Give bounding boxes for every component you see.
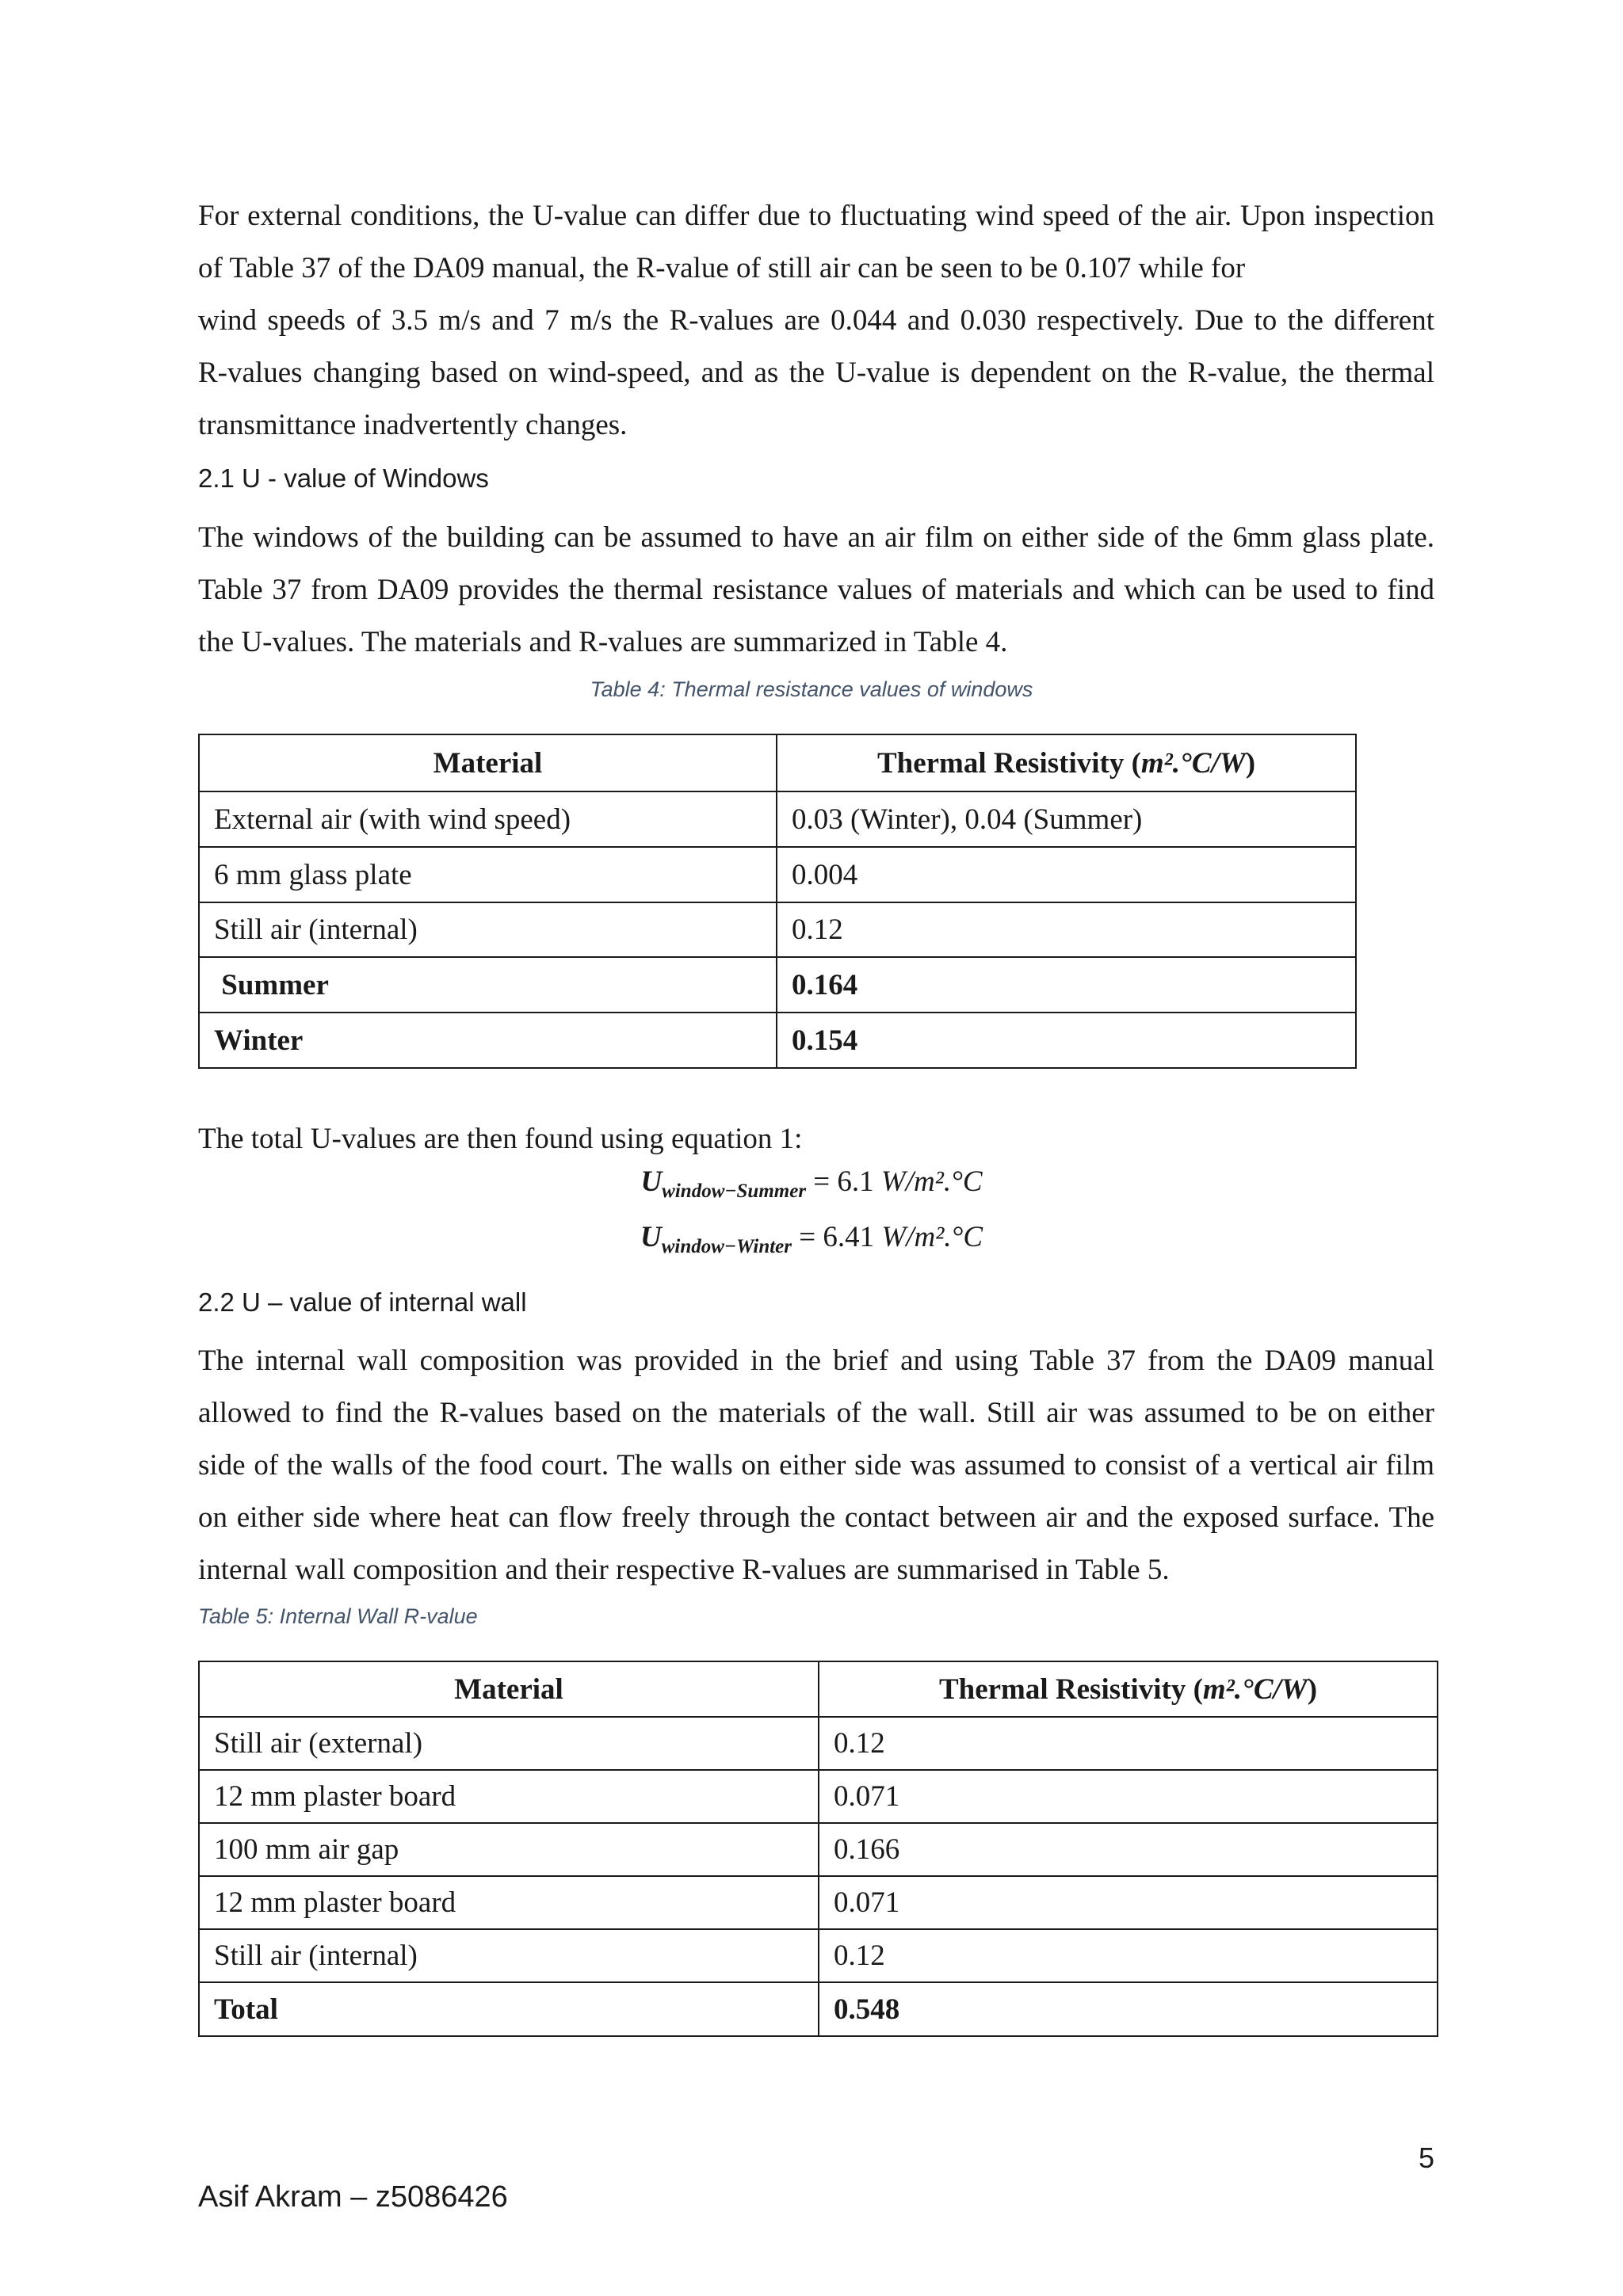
cell-material: 100 mm air gap [199, 1823, 819, 1876]
intro-paragraph [198, 190, 1434, 452]
page-number: 5 [1418, 2142, 1434, 2174]
table-row [199, 1770, 1438, 1823]
table-header-row [199, 1661, 1438, 1717]
table-row [199, 902, 1356, 957]
equation-window-winter: $U_{window-Winter} = 6.41$ W/m².°C [640, 1221, 983, 1257]
table-5-caption: Table 5: Internal Wall R-value [198, 1604, 478, 1628]
windows-paragraph [198, 512, 1434, 669]
table-header-row [199, 734, 1356, 791]
cell-material: Still air (internal) [199, 1929, 819, 1982]
cell-value: 0.12 [777, 902, 1356, 957]
internal-wall-paragraph [198, 1335, 1434, 1596]
text-line: The windows of the building can be assumed to have an air film on either side of the 6mm glass plate. [198, 521, 1434, 554]
section-heading-windows: 2.1 U - value of Windows [198, 463, 489, 493]
cell-material: External air (with wind speed) [199, 791, 777, 847]
cell-material: 12 mm plaster board [199, 1876, 819, 1929]
cell-value: 0.154 [777, 1013, 1356, 1068]
cell-value: 0.071 [819, 1770, 1438, 1823]
text-line: internal wall composition and their respective R-values are summarised in Table 5. [198, 1554, 1170, 1586]
cell-material: Total [199, 1982, 819, 2036]
cell-material: 12 mm plaster board [199, 1770, 819, 1823]
text-line: of Table 37 of the DA09 manual, the R-value of still air can be seen to be 0.107 while for [198, 252, 1246, 284]
cell-value: 0.12 [819, 1929, 1438, 1982]
cell-value: 0.166 [819, 1823, 1438, 1876]
cell-value: 0.548 [819, 1982, 1438, 2036]
header-thermal-resistivity: Thermal Resistivity (m².°C/W) [777, 734, 1356, 791]
header-material: Material [199, 1661, 819, 1717]
equation-intro-text: The total U-values are then found using equation 1: [198, 1123, 803, 1155]
table-row [199, 1876, 1438, 1929]
table-row [199, 1013, 1356, 1068]
table-row [199, 1823, 1438, 1876]
cell-value: 0.004 [777, 847, 1356, 902]
header-thermal-resistivity: Thermal Resistivity (m².°C/W) [819, 1661, 1438, 1717]
text-line: Table 37 from DA09 provides the thermal resistance values of materials and which can be used to find [198, 574, 1434, 606]
cell-value: 0.12 [819, 1717, 1438, 1770]
text-line: the U-values. The materials and R-values are summarized in Table 4. [198, 626, 1008, 658]
cell-material: Still air (internal) [199, 902, 777, 957]
section-heading-internal-wall: 2.2 U – value of internal wall [198, 1287, 527, 1317]
text-line: transmittance inadvertently changes. [198, 409, 628, 441]
table-5-internal-wall [198, 1661, 1438, 2037]
cell-material: 6 mm glass plate [199, 847, 777, 902]
text-line: wind speeds of 3.5 m/s and 7 m/s the R-values are 0.044 and 0.030 respectively. Due to the different [198, 304, 1434, 337]
table-row [199, 791, 1356, 847]
text-line: side of the walls of the food court. The walls on either side was assumed to consist of a vertical air film [198, 1449, 1434, 1482]
cell-value: 0.03 (Winter), 0.04 (Summer) [777, 791, 1356, 847]
table-row [199, 1717, 1438, 1770]
header-material: Material [199, 734, 777, 791]
table-row [199, 1929, 1438, 1982]
text-line: For external conditions, the U-value can differ due to fluctuating wind speed of the air. Upon inspection [198, 200, 1434, 232]
table-row [199, 1982, 1438, 2036]
equation-window-summer: $U_{window-Summer} = 6.1$ W/m².°C [640, 1165, 983, 1202]
footer-author: Asif Akram – z5086426 [198, 2180, 508, 2214]
table-row [199, 847, 1356, 902]
text-line: allowed to find the R-values based on the materials of the wall. Still air was assumed to be on either [198, 1397, 1434, 1429]
table-row [199, 957, 1356, 1013]
cell-value: 0.164 [777, 957, 1356, 1013]
table-4-caption: Table 4: Thermal resistance values of windows [590, 677, 1033, 701]
text-line: R-values changing based on wind-speed, and as the U-value is dependent on the R-value, the thermal [198, 357, 1434, 389]
text-line: on either side where heat can flow freely through the contact between air and the exposed surface. The [198, 1501, 1434, 1534]
cell-material: Winter [199, 1013, 777, 1068]
text-line: The internal wall composition was provided in the brief and using Table 37 from the DA09 manual [198, 1344, 1434, 1377]
cell-value: 0.071 [819, 1876, 1438, 1929]
table-4-window-resistance [198, 734, 1357, 1069]
cell-material: Summer [199, 957, 777, 1013]
cell-material: Still air (external) [199, 1717, 819, 1770]
